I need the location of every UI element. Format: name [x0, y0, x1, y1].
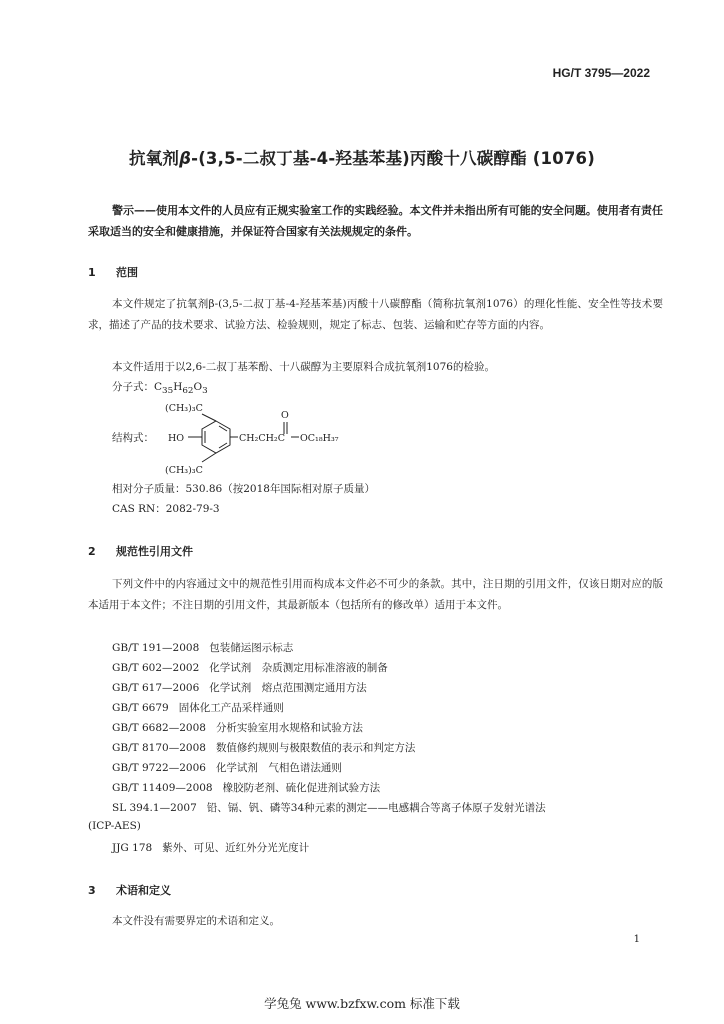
- reference-item: [112, 640, 293, 655]
- reference-title: 包装储运图示标志: [209, 642, 294, 654]
- reference-code: GB/T 6679: [112, 702, 169, 714]
- reference-title: 铅、镉、钒、磷等34种元素的测定——电感耦合等离子体原子发射光谱法: [206, 802, 546, 814]
- normative-intro: 下列文件中的内容通过文中的规范性引用而构成本文件必不可少的条款。其中，注日期的引用文件，仅该日期对应的版本适用于本文件；不注日期的引用文件，其最新版本（包括所有的修改单）适用于本文件。: [88, 578, 663, 611]
- carbonyl-oxygen: O: [281, 410, 289, 421]
- reference-item: [112, 800, 546, 815]
- reference-item: [112, 780, 380, 795]
- octadecyl-ester: OC₁₈H₃₇: [300, 433, 339, 444]
- reference-item: [112, 760, 342, 775]
- reference-continuation: (ICP-AES): [88, 820, 141, 832]
- section-3-number: 3: [88, 884, 96, 897]
- molecular-mass: 相对分子质量：530.86（按2018年国际相对原子质量）: [112, 483, 375, 495]
- reference-code: GB/T 11409—2008: [112, 782, 213, 794]
- reference-title: 化学试剂 熔点范围测定通用方法: [209, 682, 367, 694]
- structure-label: 结构式：: [112, 432, 154, 444]
- formula-o: O: [193, 381, 203, 393]
- formula-h-sub: 62: [182, 386, 194, 397]
- reference-code: JJG 178: [112, 842, 153, 854]
- title-beta: β: [179, 149, 192, 168]
- section-1-number: 1: [88, 266, 96, 279]
- reference-item: [112, 700, 284, 715]
- formula-c-sub: 35: [162, 386, 174, 397]
- reference-item: [112, 660, 388, 675]
- formula-c: C: [154, 381, 163, 393]
- reference-item: [112, 840, 309, 855]
- alkyl-chain: CH₂CH₂C: [239, 433, 285, 444]
- applicability-paragraph: 本文件适用于以2,6-二叔丁基苯酚、十八碳醇为主要原料合成抗氧剂1076的检验。: [112, 361, 495, 373]
- scope-paragraph: 本文件规定了抗氧剂β-(3,5-二叔丁基-4-羟基苯基)丙酸十八碳醇酯（简称抗氧剂1076）的理化性能、安全性等技术要求，描述了产品的技术要求、试验方法、检验规则，规定了标志、包装、运输和贮存等方面的内容。: [88, 298, 663, 331]
- page-number: 1: [633, 934, 640, 945]
- reference-code: GB/T 8170—2008: [112, 742, 206, 754]
- cas-number: CAS RN：2082-79-3: [112, 503, 220, 515]
- reference-item: [112, 740, 415, 755]
- reference-title: 固体化工产品采样通则: [178, 702, 284, 714]
- section-3-title: 术语和定义: [116, 884, 171, 897]
- reference-item: [112, 720, 363, 735]
- footer-watermark: 学兔兔 www.bzfxw.com 标准下载: [264, 996, 460, 1011]
- reference-title: 紫外、可见、近红外分光光度计: [162, 842, 310, 854]
- tbutyl-bottom: (CH₃)₃C: [165, 465, 203, 476]
- formula-h: H: [173, 381, 183, 393]
- section-1-title: 范围: [116, 266, 138, 279]
- section-2-heading: [88, 543, 193, 559]
- section-2-number: 2: [88, 545, 96, 558]
- section-3-heading: [88, 882, 171, 898]
- reference-code: GB/T 6682—2008: [112, 722, 206, 734]
- reference-title: 数值修约规则与极限数值的表示和判定方法: [215, 742, 416, 754]
- document-title: [0, 145, 724, 169]
- reference-code: GB/T 617—2006: [112, 682, 200, 694]
- hydroxyl-group: HO: [168, 433, 185, 444]
- formula-label: 分子式：: [112, 381, 154, 393]
- reference-title: 分析实验室用水规格和试验方法: [215, 722, 363, 734]
- standard-number: HG/T 3795—2022: [552, 66, 650, 80]
- title-suffix: -(3,5-二叔丁基-4-羟基苯基)丙酸十八碳醇酯 (1076): [191, 149, 595, 168]
- reference-code: SL 394.1—2007: [112, 802, 197, 814]
- reference-title: 化学试剂 气相色谱法通则: [215, 762, 342, 774]
- reference-title: 化学试剂 杂质测定用标准溶液的制备: [209, 662, 388, 674]
- safety-warning: 警示——使用本文件的人员应有正规实验室工作的实践经验。本文件并未指出所有可能的安全问题。使用者有责任采取适当的安全和健康措施，并保证符合国家有关法规规定的条件。: [88, 204, 663, 238]
- section-2-title: 规范性引用文件: [116, 545, 193, 558]
- tbutyl-top: (CH₃)₃C: [165, 403, 203, 414]
- reference-title: 橡胶防老剂、硫化促进剂试验方法: [222, 782, 381, 794]
- section-1-heading: [88, 264, 138, 280]
- reference-code: GB/T 602—2002: [112, 662, 200, 674]
- reference-code: GB/T 191—2008: [112, 642, 200, 654]
- formula-o-sub: 3: [202, 386, 208, 397]
- reference-item: [112, 680, 367, 695]
- title-prefix: 抗氧剂: [129, 149, 180, 168]
- structural-formula: [160, 398, 380, 478]
- reference-code: GB/T 9722—2006: [112, 762, 206, 774]
- terms-paragraph: 本文件没有需要界定的术语和定义。: [112, 915, 280, 927]
